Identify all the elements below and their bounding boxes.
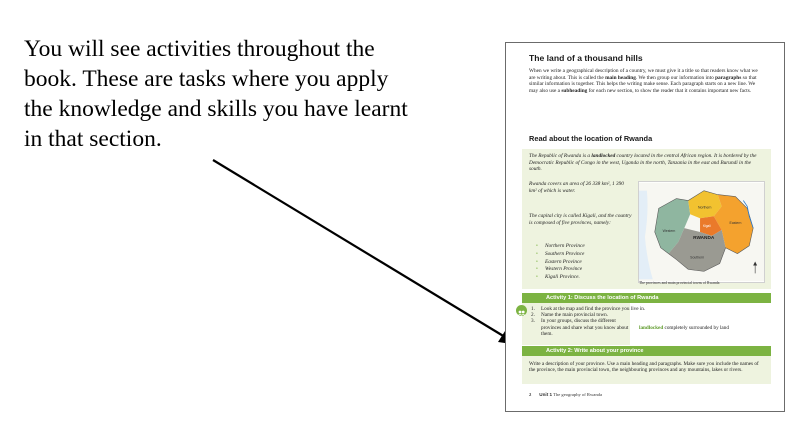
caption-line: in that section. <box>24 126 162 152</box>
caption-line: the knowledge and skills you have learnt <box>24 96 408 122</box>
map-label-southern: Southern <box>690 255 705 260</box>
capital-paragraph: The capital city is called Kigali, and the country is composed of five provinces, namely: <box>529 213 632 226</box>
area-paragraph: Rwanda covers an area of 26 338 km², 1 390 km² of which is water. <box>529 181 624 194</box>
unit-label: Unit 1 <box>539 392 553 397</box>
term-landlocked: landlocked <box>591 153 616 159</box>
term-subheading: subheading <box>561 87 588 94</box>
page-number: 2 <box>529 392 532 397</box>
glossary-definition: completely surrounded by land <box>663 325 729 331</box>
list-item <box>531 318 635 337</box>
map-caption: The provinces and main provincial towns of Rwanda <box>639 281 720 285</box>
item-text: Name the main provincial town. <box>541 312 608 319</box>
location-text: The Republic of Rwanda is a <box>529 153 592 159</box>
intro-text: . We then group our information into <box>635 74 716 81</box>
map-label-kigali: Kigali <box>702 224 711 229</box>
page-title: The land of a thousand hills <box>529 53 643 63</box>
discussion-icon <box>516 305 527 316</box>
item-number: 3. <box>531 318 535 325</box>
term-paragraphs: paragraphs <box>715 74 742 81</box>
list-item: • Western Province <box>536 266 585 274</box>
caption-line: You will see activities throughout the <box>24 36 375 62</box>
activity2-text: Write a description of your province. Use a main heading and paragraphs. Make sure you include the names of the province, the main provincial town, the neighbouring provinces and any mountains, lakes or rivers. <box>529 361 759 374</box>
activity1-title-bar: Activity 1: Discuss the location of Rwanda <box>522 293 771 303</box>
activity1-list <box>531 306 645 337</box>
arrow-shaft <box>213 160 505 337</box>
caption-line: book. These are tasks where you apply <box>24 66 389 92</box>
activity2-title-bar: Activity 2: Write about your province <box>522 346 771 356</box>
map-label-western: Western <box>662 229 676 233</box>
intro-paragraph <box>529 68 761 94</box>
intro-text: When we write a geographical description of a country, we must give it a title so that readers know what we are writing about. This is called the <box>529 68 758 81</box>
term-main-heading: main heading <box>605 74 636 81</box>
glossary-tip <box>639 325 749 331</box>
map-label-northern: Northern <box>698 205 712 210</box>
item-text: In your groups, discuss the different provinces and share what you know about them. <box>541 318 629 337</box>
province-list <box>536 243 585 282</box>
map-label-country: RWANDA <box>693 235 715 241</box>
item-number: 1. <box>531 306 535 312</box>
section-subheading: Read about the location of Rwanda <box>529 134 653 143</box>
location-paragraph <box>529 153 763 173</box>
list-item: • Southern Province <box>536 251 585 259</box>
item-number: 2. <box>531 312 535 319</box>
rwanda-map <box>638 181 765 283</box>
page-footer <box>529 392 602 397</box>
intro-text: so that similar information is together. This helps the writing make sense. Each paragraph starts on a new line. We may also use a <box>529 74 757 94</box>
list-item: • Northern Province <box>536 243 585 251</box>
list-item: • Eastern Province <box>536 259 585 267</box>
intro-text: for each new section, to show the reader that it contains important new facts. <box>587 87 752 94</box>
unit-title: The geography of Rwanda <box>552 392 602 397</box>
glossary-term: landlocked <box>639 325 664 331</box>
discussion-icon-glyph <box>516 307 527 318</box>
book-page <box>505 42 785 412</box>
list-item: • Kigali Province. <box>536 274 585 282</box>
item-text: Look at the map and find the province you live in. <box>541 306 646 312</box>
location-text: country located in the central African region. It is bordered by the Democratic Republic of Congo in the west, Uganda in the north, Tanzania in the east and Burundi in the south. <box>529 153 757 173</box>
map-label-eastern: Eastern <box>729 221 742 226</box>
